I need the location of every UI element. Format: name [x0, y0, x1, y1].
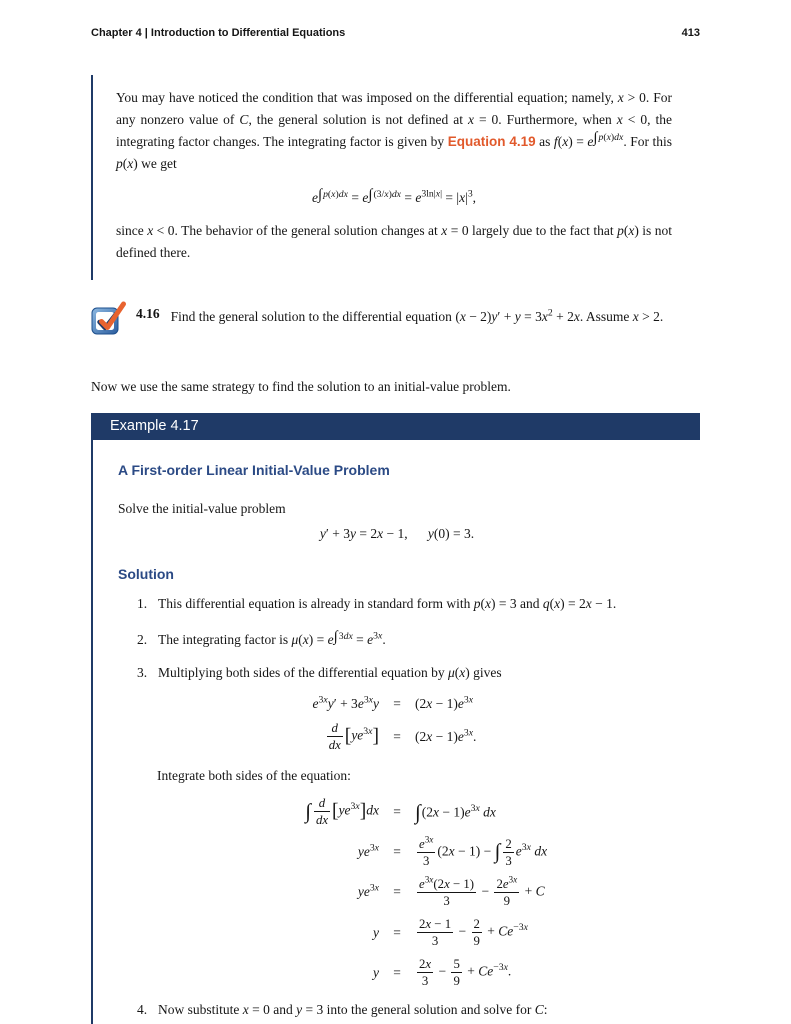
solution-step-1 — [118, 594, 676, 615]
step-number: 1. — [137, 596, 148, 612]
solution-step-3 — [118, 663, 676, 684]
chapter-title: Chapter 4 | Introduction to Differential Equations — [91, 27, 346, 39]
lead-paragraph: Now we use the same strategy to find the solution to an initial-value problem. — [91, 378, 511, 394]
step-text: Now substitute x = 0 and y = 3 into the general solution and solve for C: — [158, 1002, 548, 1018]
problem-equation: y′ + 3y = 2x − 1, y(0) = 3. — [319, 526, 475, 542]
equals-sign: = — [393, 803, 401, 819]
solve-instruction: Solve the initial-value problem — [118, 501, 286, 517]
example-body — [91, 440, 700, 1024]
equation-lhs: $e^{3x}y' + 3e^{3x}y$ — [312, 694, 379, 712]
solution-step-2 — [118, 630, 676, 651]
solution-heading: Solution — [118, 566, 174, 583]
intro-section — [91, 75, 700, 280]
step-text: This differential equation is already in standard form with p(x) = 3 and q(x) = 2x − 1. — [158, 596, 617, 612]
equals-sign: = — [393, 844, 401, 860]
equation-lhs: $ye^{3x}$ — [357, 842, 379, 860]
checkpoint-number: 4.16 — [136, 305, 160, 321]
main-content — [91, 75, 700, 1024]
checkpoint-checkbox-icon — [91, 299, 127, 340]
page-number: 413 — [681, 27, 700, 39]
intro-paragraph-2: since x < 0. The behavior of the general solution changes at x = 0 largely due to the fact that p(x) is not defined there. — [116, 223, 673, 260]
solution-step-4 — [118, 1000, 676, 1021]
integration-equation-block — [118, 796, 676, 988]
equation-rhs: $\frac{e^{3x}(2x - 1)}{3}$ − $\frac{2e^{3x}}{9}$ + C — [419, 874, 545, 908]
equation-rhs: $\int(2x - 1)e^{3x}$ dx — [415, 799, 496, 824]
equation-lhs: $ye^{3x}$ — [357, 882, 379, 900]
equation-lhs: y — [373, 964, 379, 980]
equation-lhs: y — [373, 924, 379, 940]
step-number: 4. — [137, 1002, 148, 1018]
equation-rhs: $\frac{2x}{3}$ − $\frac{5}{9}$ + $Ce^{-3x}$. — [419, 957, 512, 989]
page-header — [91, 27, 700, 39]
equation-rhs: $\frac{2x - 1}{3}$ − $\frac{2}{9}$ + $Ce^{-3x}$ — [419, 916, 528, 949]
equation-lhs: ∫ $\frac{d}{dx}$ $[ye^{3x}]dx$ — [305, 796, 379, 828]
checkpoint-4-16 — [91, 302, 700, 340]
example-banner: Example 4.17 — [91, 413, 700, 440]
equals-sign: = — [393, 884, 401, 900]
integrate-instruction: Integrate both sides of the equation: — [157, 768, 351, 784]
step-number: 2. — [137, 632, 148, 648]
equals-sign: = — [393, 728, 401, 744]
equation-rhs: $(2x - 1)e^{3x}$ — [415, 694, 474, 712]
display-equation-integrating-factor: $e^{\int p(x)dx} = e^{\int(3/x)dx} = e^{3ln|x|} = |x|^3$, — [311, 186, 477, 206]
equation-rhs: $\frac{e^{3x}}{3}$ (2x − 1) − ∫ $\frac{2}{3}$ $e^{3x}$ dx — [419, 834, 548, 868]
example-4-17 — [91, 413, 700, 1024]
equation-rhs: $(2x - 1)e^{3x}$. — [415, 727, 477, 744]
step-text: Multiplying both sides of the differential equation by μ(x) gives — [158, 665, 502, 681]
step3-equation-block — [118, 696, 676, 752]
equals-sign: = — [393, 696, 401, 712]
equation-4-19-link[interactable]: Equation 4.19 — [447, 133, 536, 149]
equals-sign: = — [393, 964, 401, 980]
intro-paragraph-1: You may have noticed the condition that was imposed on the differential equation; namely, x > 0. For any nonzero value of C, the general solution is not defined at x = 0. Furthermore, when x < 0, the integrating factor changes. The integrating factor is given by Equation 4.19 as $f(x) = e^{\int p(x)dx}$. For this p(x) we get — [116, 90, 673, 171]
checkpoint-text: Find the general solution to the differential equation $(x - 2)y' + y = 3x^2 + 2x$. Assume x > 2. — [170, 307, 664, 324]
example-title: A First-order Linear Initial-Value Problem — [118, 462, 390, 479]
step-number: 3. — [137, 665, 148, 681]
step-text: The integrating factor is $\mu(x) = e^{\int 3dx} = e^{3x}$. — [158, 628, 386, 648]
equation-lhs: $\frac{d}{dx}$ $[ye^{3x}]$ — [328, 721, 379, 753]
equals-sign: = — [393, 924, 401, 940]
